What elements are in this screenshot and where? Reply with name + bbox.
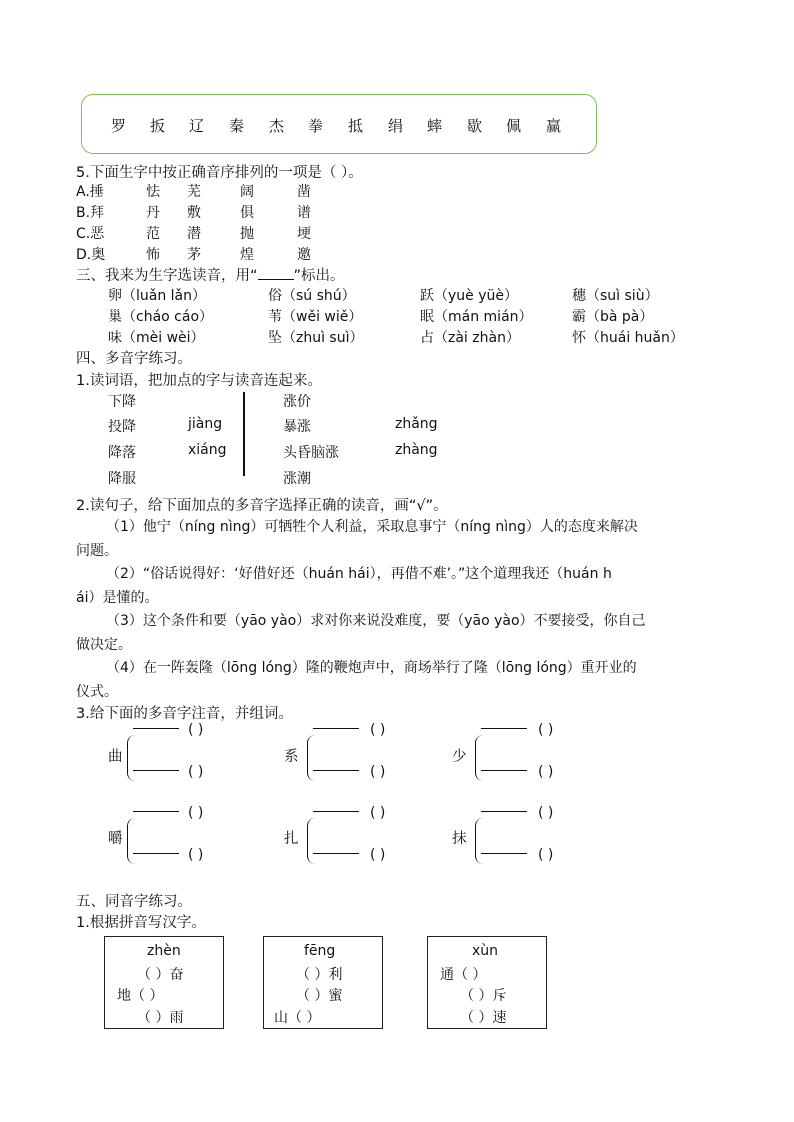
- box-line[interactable]: （ ）利: [296, 967, 343, 983]
- option-char: 邀: [297, 247, 311, 263]
- option-char: 埂: [297, 226, 311, 242]
- box-pinyin: zhèn: [147, 943, 181, 959]
- option-char: 范: [146, 226, 160, 242]
- word-right: 头昏脑涨: [283, 445, 339, 461]
- answer-blank[interactable]: [133, 811, 179, 812]
- q4-2-title: 2.读句子，给下面加点的多音字选择正确的读音，画“√”。: [76, 498, 448, 514]
- brace: [307, 735, 318, 781]
- box-line[interactable]: 地（ ）: [117, 988, 164, 1004]
- pinyin-box: [427, 936, 547, 1029]
- q5-title: 5.下面生字中按正确音序排列的一项是（ ）。: [76, 165, 363, 181]
- word-left: 降落: [108, 445, 136, 461]
- reading-item: 苇（wěi wiě）: [268, 309, 363, 325]
- pinyin-left: xiáng: [188, 442, 227, 458]
- polyphone-char: 抹: [452, 831, 467, 847]
- paren-blank[interactable]: ( ): [538, 805, 554, 821]
- pinyin-left: jiàng: [188, 416, 223, 432]
- word-right: 涨潮: [283, 471, 311, 487]
- box-line[interactable]: 通（ ）: [440, 967, 487, 983]
- pinyin-right: zhàng: [395, 442, 438, 458]
- option-char: 敷: [187, 205, 201, 221]
- polyphone-char: 嚼: [108, 831, 123, 847]
- answer-blank[interactable]: [133, 853, 179, 854]
- reading-item: 卵（luǎn lǎn）: [108, 288, 207, 304]
- option-label: A.捶: [76, 184, 104, 200]
- sentence: 问题。: [76, 543, 118, 559]
- reading-item: 坠（zhuì suì）: [268, 330, 364, 346]
- reading-item: 眠（mán mián）: [420, 309, 533, 325]
- option-label: C.恶: [76, 226, 105, 242]
- sentence: （3）这个条件和要（yāo yào）求对你来说没难度，要（yāo yào）不要接受，你自己: [106, 613, 646, 629]
- answer-blank[interactable]: [133, 770, 179, 771]
- reading-item: 跃（yuè yüè）: [420, 288, 518, 304]
- section3-title: [76, 264, 345, 285]
- box-line[interactable]: （ ）奋: [137, 967, 184, 983]
- box-line[interactable]: （ ）蜜: [296, 988, 343, 1004]
- section5-title: 五、同音字练习。: [76, 894, 192, 910]
- paren-blank[interactable]: ( ): [538, 764, 554, 780]
- reading-item: 穗（suì siù）: [572, 288, 659, 304]
- answer-blank[interactable]: [481, 853, 527, 854]
- q4-1-title: 1.读词语，把加点的字与读音连起来。: [76, 373, 322, 389]
- q5-1-title: 1.根据拼音写汉字。: [76, 915, 206, 931]
- paren-blank[interactable]: ( ): [370, 847, 386, 863]
- option-char: 潜: [187, 226, 201, 242]
- sentence: （1）他宁（níng nìng）可牺牲个人利益，采取息事宁（níng nìng）人的态度来解决: [106, 519, 638, 535]
- word-char: 拳: [308, 117, 324, 135]
- option-char: 阔: [240, 184, 254, 200]
- reading-item: 霸（bà pà）: [572, 309, 654, 325]
- paren-blank[interactable]: ( ): [370, 805, 386, 821]
- option-char: 俱: [240, 205, 254, 221]
- word-char: 扳: [150, 117, 166, 135]
- box-line[interactable]: （ ）雨: [137, 1010, 184, 1026]
- section3-title-post: ”标出。: [293, 268, 345, 284]
- brace: [127, 735, 138, 781]
- paren-blank[interactable]: ( ): [188, 764, 204, 780]
- divider: [243, 392, 245, 476]
- box-line[interactable]: 山（ ）: [274, 1010, 321, 1026]
- answer-blank[interactable]: [133, 728, 179, 729]
- paren-blank[interactable]: ( ): [188, 805, 204, 821]
- reading-item: 俗（sú shú）: [268, 288, 356, 304]
- word-char: 抵: [348, 117, 364, 135]
- pinyin-right: zhǎng: [395, 416, 438, 432]
- answer-blank[interactable]: [481, 770, 527, 771]
- word-char: 赢: [546, 117, 562, 135]
- sentence: （2）“俗话说得好：‘好借好还（huán hái），再借不难’。”这个道理我还（huán h: [106, 566, 612, 582]
- sentence: （4）在一阵轰隆（lōng lóng）隆的鞭炮声中，商场举行了隆（lōng lóng）重开业的: [106, 660, 637, 676]
- option-char: 茅: [187, 247, 201, 263]
- box-line[interactable]: （ ）速: [460, 1010, 507, 1026]
- underline-mark: [258, 267, 294, 280]
- brace: [127, 818, 138, 864]
- paren-blank[interactable]: ( ): [188, 847, 204, 863]
- answer-blank[interactable]: [313, 811, 359, 812]
- option-char: 怯: [146, 184, 160, 200]
- answer-blank[interactable]: [481, 728, 527, 729]
- pinyin-box: [104, 936, 224, 1029]
- polyphone-char: 曲: [108, 749, 123, 765]
- paren-blank[interactable]: ( ): [370, 722, 386, 738]
- option-char: 怖: [146, 247, 160, 263]
- word-box: [81, 94, 597, 154]
- word-char: 秦: [229, 117, 245, 135]
- word-left: 下降: [108, 394, 136, 410]
- box-pinyin: xùn: [472, 943, 499, 959]
- reading-item: 占（zài zhàn）: [420, 330, 520, 346]
- option-label: D.奥: [76, 247, 106, 263]
- answer-blank[interactable]: [313, 853, 359, 854]
- word-right: 涨价: [283, 394, 311, 410]
- reading-item: 怀（huái huǎn）: [572, 330, 684, 346]
- polyphone-char: 扎: [284, 831, 299, 847]
- reading-item: 巢（cháo cáo）: [108, 309, 214, 325]
- sentence: ái）是懂的。: [76, 590, 159, 606]
- paren-blank[interactable]: ( ): [538, 722, 554, 738]
- word-char: 杰: [269, 117, 285, 135]
- option-char: 谱: [297, 205, 311, 221]
- sentence: 仪式。: [76, 684, 118, 700]
- section4-title: 四、多音字练习。: [76, 351, 192, 367]
- option-char: 芜: [187, 184, 201, 200]
- q4-3-title: 3.给下面的多音字注音，并组词。: [76, 706, 293, 722]
- polyphone-char: 系: [284, 749, 299, 765]
- section3-title-pre: 三、我来为生字选读音，用“: [76, 268, 258, 284]
- paren-blank[interactable]: ( ): [370, 764, 386, 780]
- word-char: 歇: [467, 117, 483, 135]
- word-right: 暴涨: [283, 419, 311, 435]
- word-left: 降服: [108, 471, 136, 487]
- option-char: 丹: [146, 205, 160, 221]
- word-char: 佩: [506, 117, 522, 135]
- option-label: B.拜: [76, 205, 105, 221]
- reading-item: 味（mèi wèi）: [108, 330, 205, 346]
- polyphone-char: 少: [452, 749, 467, 765]
- answer-blank[interactable]: [481, 811, 527, 812]
- option-char: 凿: [297, 184, 311, 200]
- brace: [307, 818, 318, 864]
- option-char: 煌: [240, 247, 254, 263]
- word-char: 罗: [111, 117, 127, 135]
- sentence: 做决定。: [76, 637, 132, 653]
- answer-blank[interactable]: [313, 770, 359, 771]
- paren-blank[interactable]: ( ): [538, 847, 554, 863]
- box-line[interactable]: （ ）斥: [460, 988, 507, 1004]
- answer-blank[interactable]: [313, 728, 359, 729]
- brace: [475, 735, 486, 781]
- word-char: 辽: [189, 117, 205, 135]
- paren-blank[interactable]: ( ): [188, 722, 204, 738]
- box-pinyin: fēng: [304, 943, 336, 959]
- word-left: 投降: [108, 419, 136, 435]
- pinyin-box: [263, 936, 383, 1029]
- brace: [475, 818, 486, 864]
- option-char: 抛: [240, 226, 254, 242]
- word-char: 绢: [388, 117, 404, 135]
- word-char: 蟀: [427, 117, 443, 135]
